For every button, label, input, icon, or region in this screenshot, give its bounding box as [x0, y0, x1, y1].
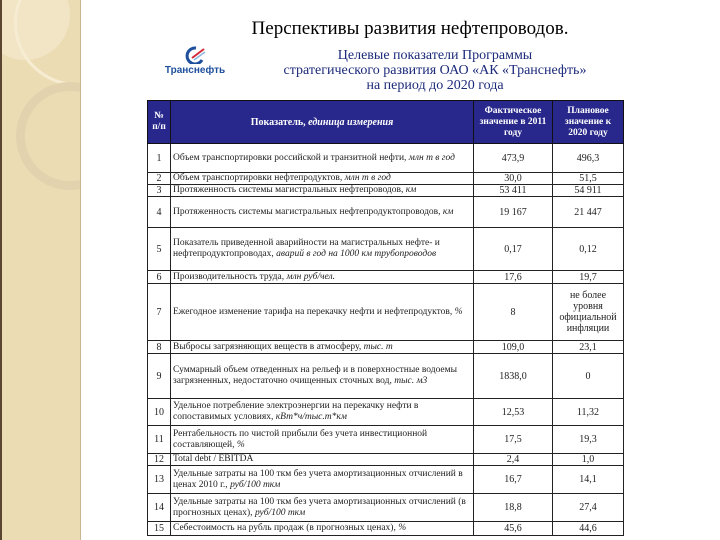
decorative-circle — [14, 0, 81, 86]
row-indicator — [171, 144, 474, 173]
plan-value: 1,0 — [553, 454, 624, 466]
indicator-text: Удельные затраты на 100 ткм без учета амортизационных отчислений (в прогнозных ценах), — [173, 496, 466, 518]
plan-value: 496,3 — [553, 144, 624, 173]
indicator-unit: млн руб/чел. — [284, 271, 336, 282]
table-row — [148, 341, 624, 354]
actual-value: 17,6 — [474, 271, 553, 284]
decorative-side-strip — [0, 0, 81, 540]
table-caption — [245, 48, 625, 93]
row-number: 13 — [148, 466, 171, 494]
table-row — [148, 185, 624, 197]
actual-value: 1838,0 — [474, 354, 553, 399]
actual-value: 18,8 — [474, 494, 553, 522]
decorative-ring — [16, 82, 81, 190]
indicator-text: Производительность труда, — [173, 271, 285, 282]
actual-value: 0,17 — [474, 228, 553, 271]
row-indicator — [171, 284, 474, 341]
row-number: 11 — [148, 426, 171, 454]
row-indicator — [171, 399, 474, 426]
plan-value: 19,7 — [553, 271, 624, 284]
row-number: 5 — [148, 228, 171, 271]
header-indicator — [171, 101, 474, 144]
indicator-text: Объем транспортировки российской и транзитной нефти, — [173, 152, 407, 163]
table-row — [148, 197, 624, 228]
row-number: 8 — [148, 341, 171, 354]
table-row — [148, 144, 624, 173]
row-number: 2 — [148, 173, 171, 185]
table-row — [148, 173, 624, 185]
row-indicator — [171, 454, 474, 466]
indicator-unit: аварий в год на 1000 км трубопроводов — [273, 249, 437, 259]
indicator-unit: % — [452, 306, 463, 317]
indicator-text: Объем транспортировки нефтепродуктов, — [173, 173, 343, 183]
indicator-unit: тыс. т — [361, 341, 393, 352]
actual-value: 53 411 — [474, 185, 553, 197]
strip-edge — [0, 0, 2, 540]
indicator-text: Total debt / EBITDA — [173, 454, 254, 464]
indicator-unit: % — [234, 439, 245, 450]
table-row — [148, 271, 624, 284]
actual-value: 45,6 — [474, 522, 553, 536]
header-indicator-unit: единица измерения — [305, 116, 394, 128]
header-actual-2011: Фактическое значение в 2011 году — [474, 101, 553, 144]
header-num: № п/п — [148, 101, 171, 144]
table-row — [148, 284, 624, 341]
row-indicator — [171, 354, 474, 399]
header-indicator-label: Показатель, — [250, 116, 306, 128]
actual-value: 30,0 — [474, 173, 553, 185]
plan-value: 23,1 — [553, 341, 624, 354]
row-number: 4 — [148, 197, 171, 228]
indicator-text: Удельное потребление электроэнергии на перекачку нефти в сопоставимых условиях, — [173, 401, 419, 422]
plan-value: 14,1 — [553, 466, 624, 494]
actual-value: 2,4 — [474, 454, 553, 466]
row-number: 10 — [148, 399, 171, 426]
plan-value: 51,5 — [553, 173, 624, 185]
indicator-unit: км — [440, 206, 454, 217]
row-indicator — [171, 271, 474, 284]
slide-title: Перспективы развития нефтепроводов. — [251, 18, 569, 39]
row-indicator — [171, 522, 474, 536]
indicator-text: Протяженность системы магистральных нефтепроводов, — [173, 185, 404, 195]
row-number: 3 — [148, 185, 171, 197]
plan-value: 0,12 — [553, 228, 624, 271]
row-number: 1 — [148, 144, 171, 173]
row-indicator — [171, 197, 474, 228]
row-number: 9 — [148, 354, 171, 399]
actual-value: 109,0 — [474, 341, 553, 354]
plan-value: 0 — [553, 354, 624, 399]
row-indicator — [171, 426, 474, 454]
row-indicator — [171, 228, 474, 271]
header-plan-2020: Плановое значение к 2020 году — [553, 101, 624, 144]
table-row — [148, 466, 624, 494]
table-row — [148, 399, 624, 426]
actual-value: 17,5 — [474, 426, 553, 454]
plan-value: 11,32 — [553, 399, 624, 426]
indicator-text: Выбросы загрязняющих веществ в атмосферу, — [173, 341, 362, 352]
plan-value: 27,4 — [553, 494, 624, 522]
actual-value: 473,9 — [474, 144, 553, 173]
indicator-unit: руб/100 ткм — [227, 479, 281, 490]
table-row — [148, 522, 624, 536]
indicator-text: Показатель приведенной аварийности на магистральных нефте- и нефтепродуктопроводах, — [173, 238, 440, 259]
caption-line: стратегического развития ОАО «АК «Транснефть» — [283, 63, 587, 78]
indicator-text: Суммарный объем отведенных на рельеф и в поверхностные водоемы загрязненных, недостаточно очищенных сточных вод, — [173, 365, 458, 386]
actual-value: 8 — [474, 284, 553, 341]
table-row — [148, 354, 624, 399]
plan-value: 54 911 — [553, 185, 624, 197]
row-number: 15 — [148, 522, 171, 536]
table-header-row — [148, 101, 624, 144]
indicator-text: Удельные затраты на 100 ткм без учета амортизационных отчислений в ценах 2010 г., — [173, 468, 463, 490]
caption-line: Целевые показатели Программы — [337, 48, 533, 63]
indicator-unit: кВт*ч/тыс.т*км — [273, 412, 347, 422]
indicator-unit: млн т в год — [406, 152, 455, 163]
plan-value: 19,3 — [553, 426, 624, 454]
indicator-unit: руб/100 ткм — [252, 507, 306, 518]
row-indicator — [171, 494, 474, 522]
row-number: 7 — [148, 284, 171, 341]
table-row — [148, 454, 624, 466]
indicator-unit: % — [395, 523, 407, 533]
plan-value: 44,6 — [553, 522, 624, 536]
plan-value: 21 447 — [553, 197, 624, 228]
transneft-logo — [150, 46, 240, 76]
row-indicator — [171, 466, 474, 494]
indicators-table — [147, 100, 624, 536]
row-indicator — [171, 173, 474, 185]
row-number: 6 — [148, 271, 171, 284]
indicator-text: Протяженность системы магистральных нефтепродуктопроводов, — [173, 206, 441, 217]
indicator-unit: км — [403, 185, 417, 195]
actual-value: 16,7 — [474, 466, 553, 494]
indicator-text: Рентабельность по чистой прибыли без учета инвестиционной составляющей, — [173, 428, 428, 450]
actual-value: 19 167 — [474, 197, 553, 228]
actual-value: 12,53 — [474, 399, 553, 426]
plan-value: не более уровня официальной инфляции — [553, 284, 624, 341]
indicator-unit: тыс. м3 — [391, 376, 428, 386]
transneft-logo-icon — [182, 46, 208, 64]
row-number: 14 — [148, 494, 171, 522]
table-row — [148, 426, 624, 454]
indicator-text: Ежегодное изменение тарифа на перекачку нефти и нефтепродуктов, — [173, 306, 453, 317]
indicator-unit: млн т в год — [342, 173, 391, 183]
table-row — [148, 228, 624, 271]
row-number: 12 — [148, 454, 171, 466]
table-row — [148, 494, 624, 522]
logo-text: Транснефть — [164, 65, 226, 76]
caption-line: на период до 2020 года — [366, 78, 504, 93]
row-indicator — [171, 185, 474, 197]
row-indicator — [171, 341, 474, 354]
indicator-text: Себестоимость на рубль продаж (в прогнозных ценах), — [173, 523, 396, 533]
